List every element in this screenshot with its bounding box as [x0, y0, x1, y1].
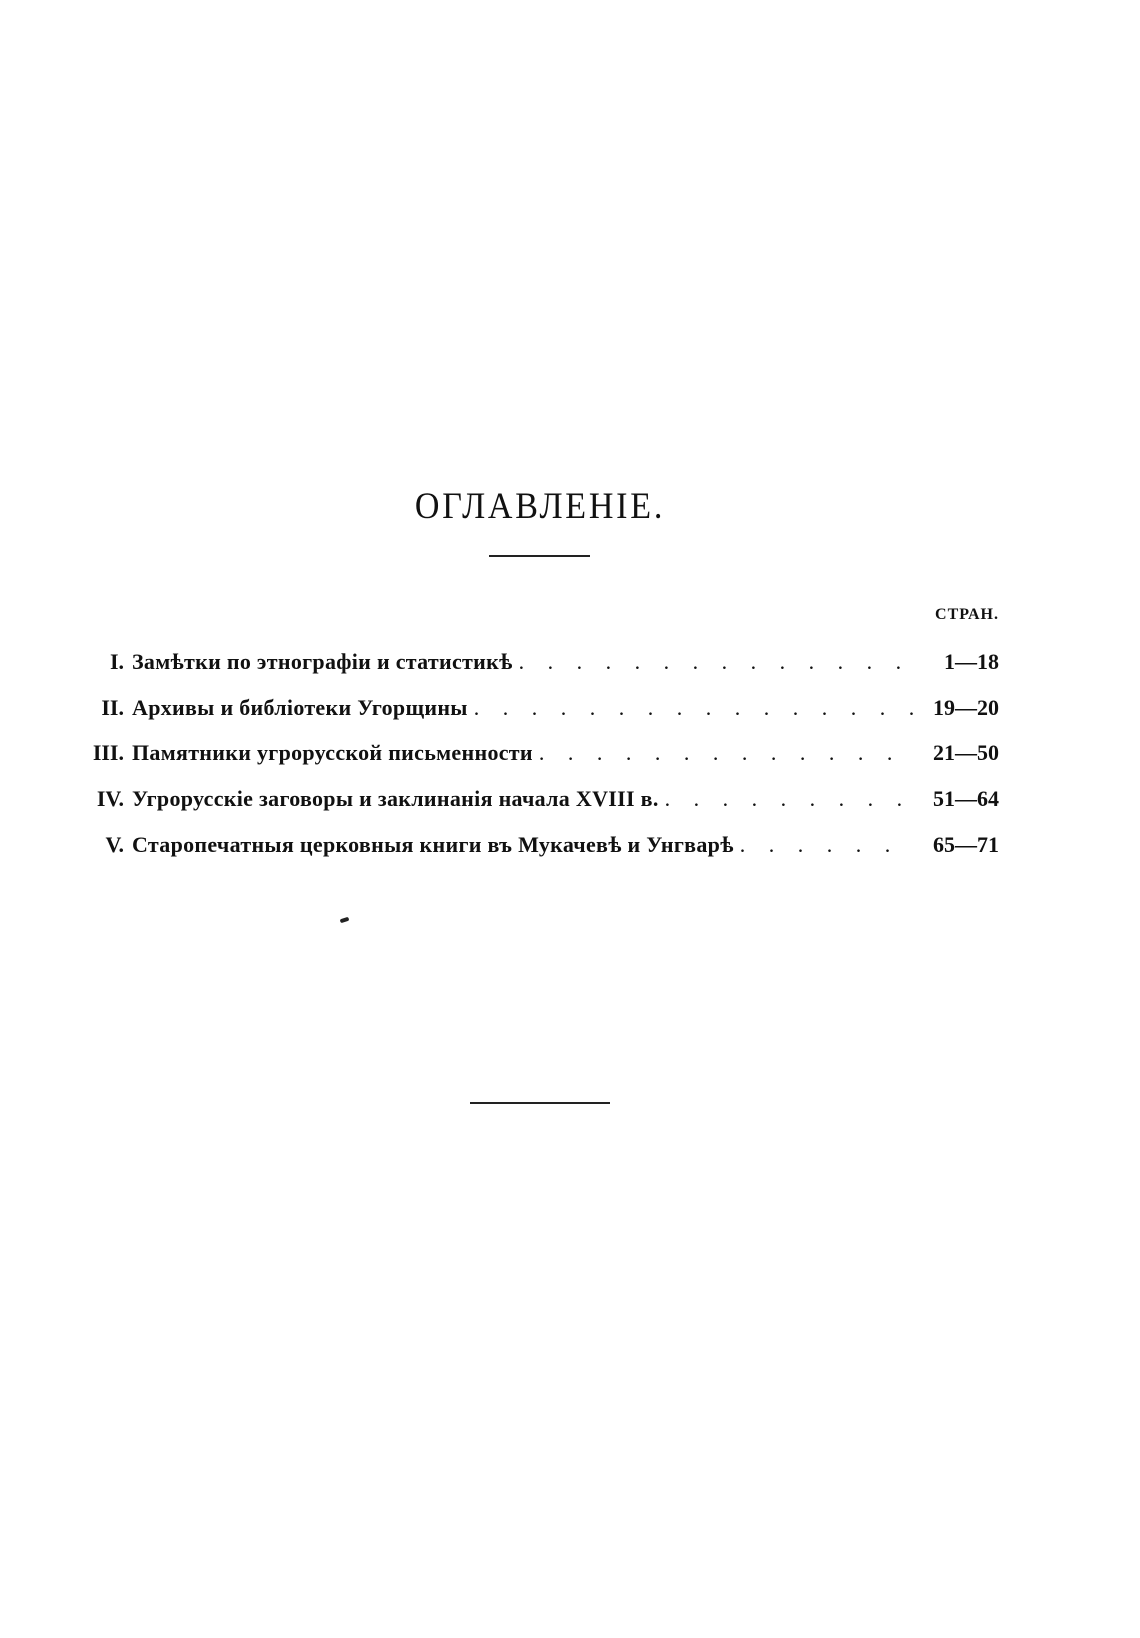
toc-entry-pages: 1—18 — [944, 649, 999, 674]
toc-leader-dots — [513, 649, 915, 675]
toc-entry — [70, 695, 999, 727]
toc-entry-title: Архивы и библiотеки Угорщины — [132, 695, 468, 720]
ink-speck — [340, 917, 350, 924]
toc-entry — [70, 740, 999, 772]
toc-leader-dots — [734, 832, 915, 858]
toc-entry-number: III. — [92, 740, 124, 765]
toc-entry-number: I. — [109, 649, 124, 674]
toc-entry-title: Старопечатныя церковныя книги въ Мукачевѣ и Унгварѣ — [132, 832, 734, 857]
page-column-header: СТРАН. — [935, 606, 999, 623]
toc-entry — [70, 649, 999, 681]
toc-leader-dots — [659, 786, 915, 812]
toc-leader-dots — [533, 740, 915, 766]
toc-entry-pages: 65—71 — [933, 832, 999, 857]
toc-entry-pages: 21—50 — [933, 740, 999, 765]
toc-entry-number: IV. — [96, 786, 124, 811]
title-rule — [489, 555, 590, 557]
toc-entry-title: Памятники угрорусской письменности — [132, 740, 533, 765]
toc-entry-title: Замѣтки по этнографiи и статистикѣ — [132, 649, 513, 674]
page-title: ОГЛАВЛЕНIЕ. — [414, 486, 666, 527]
closing-rule — [470, 1102, 610, 1104]
toc-entry-number: V. — [105, 832, 124, 857]
toc-leader-dots — [468, 695, 915, 721]
toc-entry — [70, 786, 999, 818]
toc-entry-pages: 19—20 — [933, 695, 999, 720]
toc-entry — [70, 832, 999, 864]
toc-entry-title: Угрорусскiе заговоры и заклинанiя начала XVIII в. — [132, 786, 659, 811]
toc-entry-pages: 51—64 — [933, 786, 999, 811]
toc-entry-number: II. — [101, 695, 124, 720]
